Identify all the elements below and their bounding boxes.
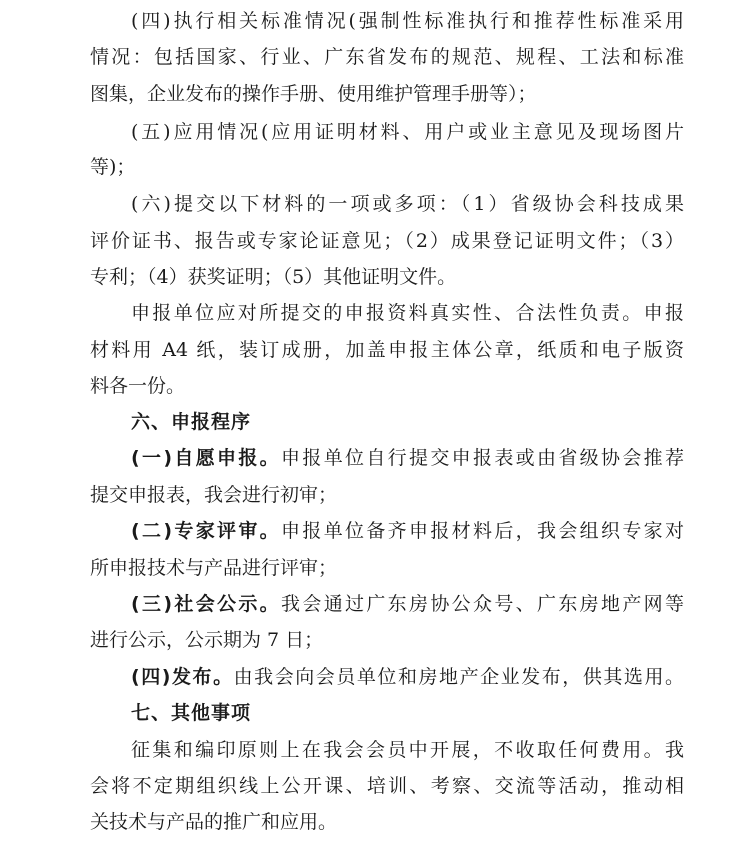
item6-line-3: 专利；（4）获奖证明；（5）其他证明文件。 — [90, 266, 457, 288]
section-seven-line-2: 会将不定期组织线上公开课、培训、考察、交流等活动，推动相 — [90, 775, 684, 797]
step-4-label: (四)发布。 — [131, 666, 234, 688]
step-1-line-2: 提交申报表，我会进行初审； — [90, 484, 338, 506]
step-4-line-1 — [131, 665, 684, 689]
step-2-label: (二)专家评审。 — [131, 520, 282, 542]
item5-line-2: 等)； — [90, 156, 136, 178]
step-1-label: (一)自愿申报。 — [131, 447, 282, 469]
step-1-text: 申报单位自行提交申报表或由省级协会推荐 — [281, 447, 684, 469]
section-seven-line-1: 征集和编印原则上在我会会员中开展，不收取任何费用。我 — [131, 739, 684, 761]
step-3-text: 我会通过广东房协公众号、广东房地产网等 — [281, 593, 684, 615]
item5-line-1: (五)应用情况(应用证明材料、用户或业主意见及现场图片 — [131, 121, 684, 143]
step-2-text: 申报单位备齐申报材料后，我会组织专家对 — [281, 520, 684, 542]
step-4-text: 由我会向会员单位和房地产企业发布，供其选用。 — [233, 666, 684, 688]
item4-line-2: 情况：包括国家、行业、广东省发布的规范、规程、工法和标准 — [90, 46, 684, 68]
section-seven-line-3: 关技术与产品的推广和应用。 — [90, 811, 338, 833]
note-line-3: 料各一份。 — [90, 375, 186, 397]
note-line-1: 申报单位应对所提交的申报资料真实性、合法性负责。申报 — [131, 302, 684, 324]
section-six-heading: 六、申报程序 — [131, 411, 252, 433]
step-2-line-1 — [131, 519, 684, 543]
item4-line-1: (四)执行相关标准情况(强制性标准执行和推荐性标准采用 — [131, 10, 684, 32]
step-2-line-2: 所申报技术与产品进行评审； — [90, 557, 338, 579]
step-3-label: (三)社会公示。 — [131, 593, 282, 615]
item6-line-1: (六)提交以下材料的一项或多项：（1）省级协会科技成果 — [131, 193, 684, 215]
item6-line-2: 评价证书、报告或专家论证意见；（2）成果登记证明文件；（3） — [90, 230, 684, 252]
step-3-line-1 — [131, 592, 684, 616]
step-1-line-1 — [131, 446, 684, 470]
step-3-line-2: 进行公示，公示期为 7 日； — [90, 629, 324, 651]
section-seven-heading: 七、其他事项 — [131, 702, 252, 724]
note-line-2: 材料用 A4 纸，装订成册，加盖申报主体公章，纸质和电子版资 — [90, 339, 684, 361]
item4-line-3: 图集，企业发布的操作手册、使用维护管理手册等）； — [90, 83, 537, 105]
